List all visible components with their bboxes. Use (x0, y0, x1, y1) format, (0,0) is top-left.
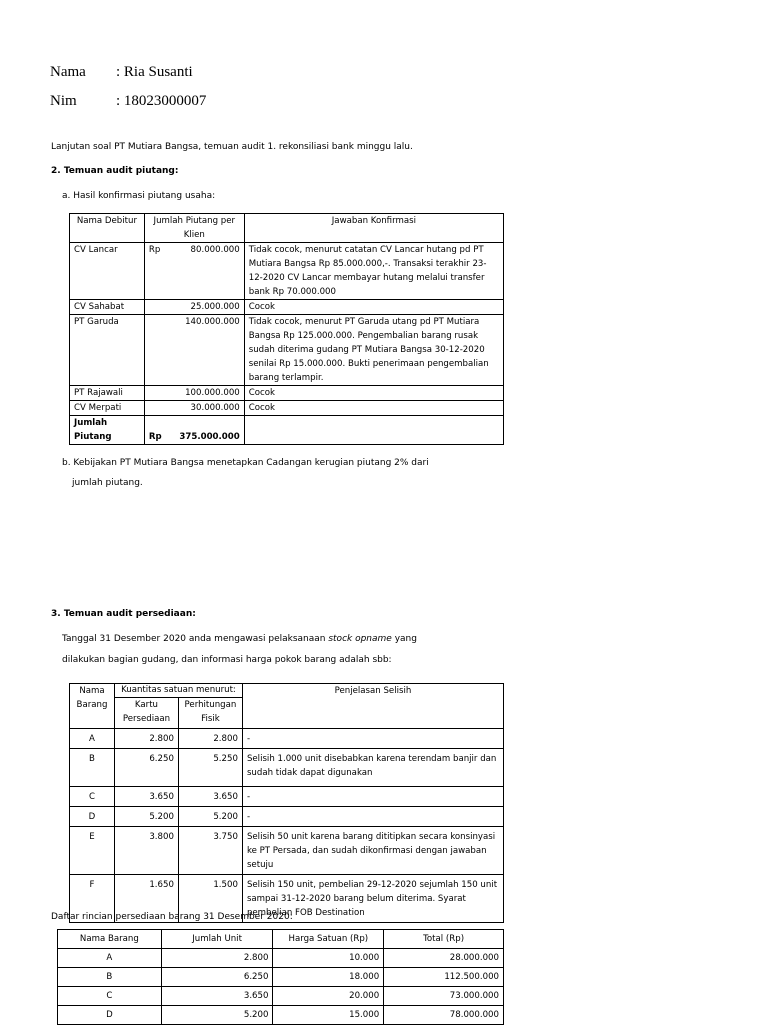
table-row (70, 300, 504, 315)
inventory-list-table (57, 929, 504, 1025)
section3-title: 3. Temuan audit persediaan: (51, 609, 196, 619)
header-quantity: Kuantitas satuan menurut: (114, 684, 242, 698)
header-cell: Total (Rp) (384, 930, 504, 949)
header-cell: Nama Barang (58, 930, 162, 949)
table-row (58, 949, 504, 968)
table-header-row (58, 930, 504, 949)
receivable-amount: 30.000.000 (144, 401, 244, 416)
unit-price: 20.000 (273, 987, 384, 1006)
header-cell: Jawaban Konfirmasi (244, 214, 503, 243)
table-row (70, 729, 504, 749)
total-row (70, 416, 504, 445)
section3-paragraph-line1: Tanggal 31 Desember 2020 anda mengawasi pelaksanaan stock opname yang (62, 634, 417, 644)
unit-price: 18.000 (273, 968, 384, 987)
item-name: E (70, 827, 115, 875)
physical-qty: 3.750 (178, 827, 242, 875)
item-name: D (70, 807, 115, 827)
table-row (70, 386, 504, 401)
table-row (58, 968, 504, 987)
item-name: B (70, 749, 115, 787)
item-name: C (70, 787, 115, 807)
table-row (70, 243, 504, 300)
item-name: B (58, 968, 162, 987)
card-qty: 1.650 (114, 875, 178, 923)
table-row (70, 749, 504, 787)
table-header-row (70, 214, 504, 243)
total-label: Jumlah Piutang (70, 416, 145, 445)
debtor-name: CV Sahabat (70, 300, 145, 315)
explanation: Selisih 150 unit, pembelian 29-12-2020 sejumlah 150 unit sampai 31-12-2020 barang belum diterima. Syarat pembelian FOB Destination (242, 875, 503, 923)
card-qty: 6.250 (114, 749, 178, 787)
nim-value: : 18023000007 (116, 93, 207, 109)
receivable-amount: 80.000.000 (190, 245, 240, 255)
confirmation-answer: Tidak cocok, menurut catatan CV Lancar hutang pd PT Mutiara Bangsa Rp 85.000.000,-. Transaksi terakhir 23-12-2020 CV Lancar membayar hutang melalui transfer bank Rp 70.000.000 (244, 243, 503, 300)
receivables-table (69, 213, 504, 445)
currency-prefix: Rp (148, 245, 161, 255)
debtor-name: CV Lancar (70, 243, 145, 300)
unit-price: 10.000 (273, 949, 384, 968)
explanation: - (242, 807, 503, 827)
table-row (70, 401, 504, 416)
inventory-list-title: Daftar rincian persediaan barang 31 Desember 2020: (51, 912, 293, 922)
physical-qty: 3.650 (178, 787, 242, 807)
physical-qty: 5.250 (178, 749, 242, 787)
receivable-amount: 25.000.000 (144, 300, 244, 315)
unit-count: 6.250 (161, 968, 273, 987)
header-explanation: Penjelasan Selisih (242, 684, 503, 729)
section2-sub-a: a. Hasil konfirmasi piutang usaha: (62, 191, 216, 201)
item-name: A (58, 949, 162, 968)
unit-count: 3.650 (161, 987, 273, 1006)
total-amount: 375.000.000 (179, 432, 240, 442)
card-qty: 3.650 (114, 787, 178, 807)
total-value: 78.000.000 (384, 1006, 504, 1025)
intro-text: Lanjutan soal PT Mutiara Bangsa, temuan audit 1. rekonsiliasi bank minggu lalu. (51, 142, 413, 152)
debtor-name: CV Merpati (70, 401, 145, 416)
explanation: - (242, 787, 503, 807)
table-row (70, 827, 504, 875)
section2-sub-b-line1: b. Kebijakan PT Mutiara Bangsa menetapkan Cadangan kerugian piutang 2% dari (62, 458, 429, 468)
header-item-name: Nama Barang (70, 684, 115, 729)
header-physical: Perhitungan Fisik (178, 698, 242, 729)
total-value: 73.000.000 (384, 987, 504, 1006)
section3-paragraph-line2: dilakukan bagian gudang, dan informasi harga pokok barang adalah sbb: (62, 655, 392, 665)
unit-count: 5.200 (161, 1006, 273, 1025)
receivable-amount: 100.000.000 (144, 386, 244, 401)
debtor-name: PT Rajawali (70, 386, 145, 401)
card-qty: 3.800 (114, 827, 178, 875)
explanation: - (242, 729, 503, 749)
header-cell: Nama Debitur (70, 214, 145, 243)
confirmation-answer: Cocok (244, 386, 503, 401)
explanation: Selisih 1.000 unit disebabkan karena terendam banjir dan sudah tidak dapat digunakan (242, 749, 503, 787)
nim-label: Nim (50, 93, 77, 109)
inventory-count-table (69, 683, 504, 923)
physical-qty: 5.200 (178, 807, 242, 827)
header-card: Kartu Persediaan (114, 698, 178, 729)
empty-cell (244, 416, 503, 445)
confirmation-answer: Cocok (244, 300, 503, 315)
confirmation-answer: Tidak cocok, menurut PT Garuda utang pd PT Mutiara Bangsa Rp 125.000.000. Pengembalian barang rusak sudah diterima gudang PT Mutiara Bangsa 30-12-2020 senilai Rp 15.000.000. Bukti penerimaan pengembalian barang terlampir. (244, 315, 503, 386)
section2-sub-b-line2: jumlah piutang. (72, 478, 143, 488)
header-cell: Jumlah Unit (161, 930, 273, 949)
item-name: D (58, 1006, 162, 1025)
currency-prefix: Rp (148, 432, 162, 442)
debtor-name: PT Garuda (70, 315, 145, 386)
unit-price: 15.000 (273, 1006, 384, 1025)
table-row (58, 1006, 504, 1025)
table-row (58, 987, 504, 1006)
card-qty: 2.800 (114, 729, 178, 749)
explanation: Selisih 50 unit karena barang dititipkan secara konsinyasi ke PT Persada, dan sudah dikonfirmasi dengan jawaban setuju (242, 827, 503, 875)
physical-qty: 2.800 (178, 729, 242, 749)
name-value: : Ria Susanti (116, 64, 193, 80)
table-header-row (70, 684, 504, 698)
item-name: A (70, 729, 115, 749)
section2-title: 2. Temuan audit piutang: (51, 166, 179, 176)
table-row (70, 807, 504, 827)
total-value: 112.500.000 (384, 968, 504, 987)
total-value: 28.000.000 (384, 949, 504, 968)
table-row (70, 787, 504, 807)
card-qty: 5.200 (114, 807, 178, 827)
name-label: Nama (50, 64, 86, 80)
physical-qty: 1.500 (178, 875, 242, 923)
item-name: F (70, 875, 115, 923)
receivable-amount: 140.000.000 (144, 315, 244, 386)
confirmation-answer: Cocok (244, 401, 503, 416)
header-cell: Jumlah Piutang per Klien (144, 214, 244, 243)
item-name: C (58, 987, 162, 1006)
unit-count: 2.800 (161, 949, 273, 968)
header-cell: Harga Satuan (Rp) (273, 930, 384, 949)
table-row (70, 315, 504, 386)
